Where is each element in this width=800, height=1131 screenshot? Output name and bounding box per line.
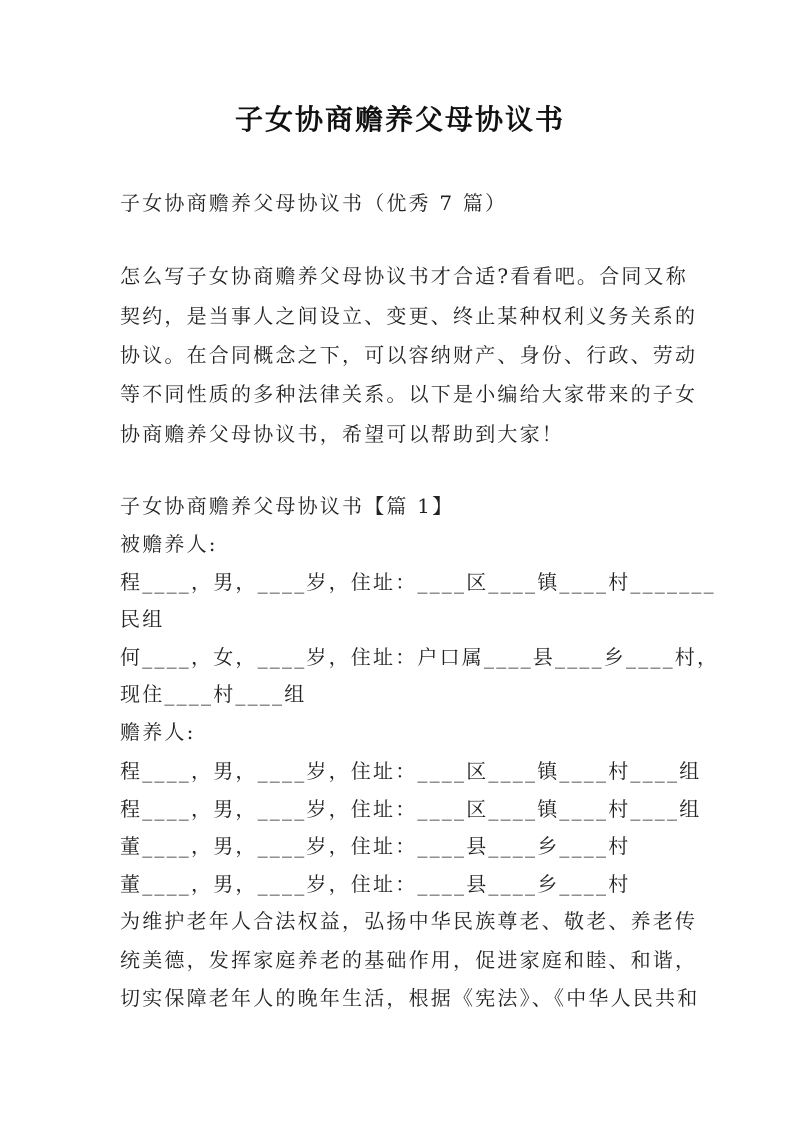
body-line: 程____，男，____岁，住址：____区____镇____村____组	[120, 759, 702, 783]
section-heading: 子女协商赡养父母协议书【篇 1】	[120, 494, 455, 518]
intro-line: 协商赡养父母协议书，希望可以帮助到大家！	[120, 422, 564, 446]
body-line: 统美德，发挥家庭养老的基础作用，促进家庭和睦、和谐，	[120, 948, 698, 972]
body-line: 董____，男，____岁，住址：____县____乡____村	[120, 872, 631, 896]
body-line: 切实保障老年人的晚年生活，根据《宪法》、《中华人民共和	[120, 986, 700, 1010]
body-line: 民组	[120, 607, 165, 631]
body-line: 为维护老年人合法权益，弘扬中华民族尊老、敬老、养老传	[120, 909, 698, 933]
body-line: 现住____村____组	[120, 682, 307, 706]
body-line: 董____，男，____岁，住址：____县____乡____村	[120, 834, 631, 858]
body-line: 被赡养人:	[120, 532, 218, 556]
intro-line: 等不同性质的多种法律关系。以下是小编给大家带来的子女	[120, 382, 698, 406]
document-title: 子女协商赡养父母协议书	[234, 103, 565, 136]
body-line: 赡养人:	[120, 720, 196, 744]
document-subtitle: 子女协商赡养父母协议书（优秀 7 篇）	[120, 191, 508, 215]
body-line: 程____，男，____岁，住址：____区____镇____村_______	[120, 570, 716, 594]
intro-line: 怎么写子女协商赡养父母协议书才合适?看看吧。合同又称	[120, 264, 688, 288]
intro-line: 协议。在合同概念之下，可以容纳财产、身份、行政、劳动	[120, 343, 698, 367]
body-line: 程____，男，____岁，住址：____区____镇____村____组	[120, 797, 702, 821]
intro-line: 契约，是当事人之间设立、变更、终止某种权利义务关系的	[120, 304, 698, 328]
body-line: 何____，女，____岁，住址：户口属____县____乡____村，	[120, 645, 720, 669]
